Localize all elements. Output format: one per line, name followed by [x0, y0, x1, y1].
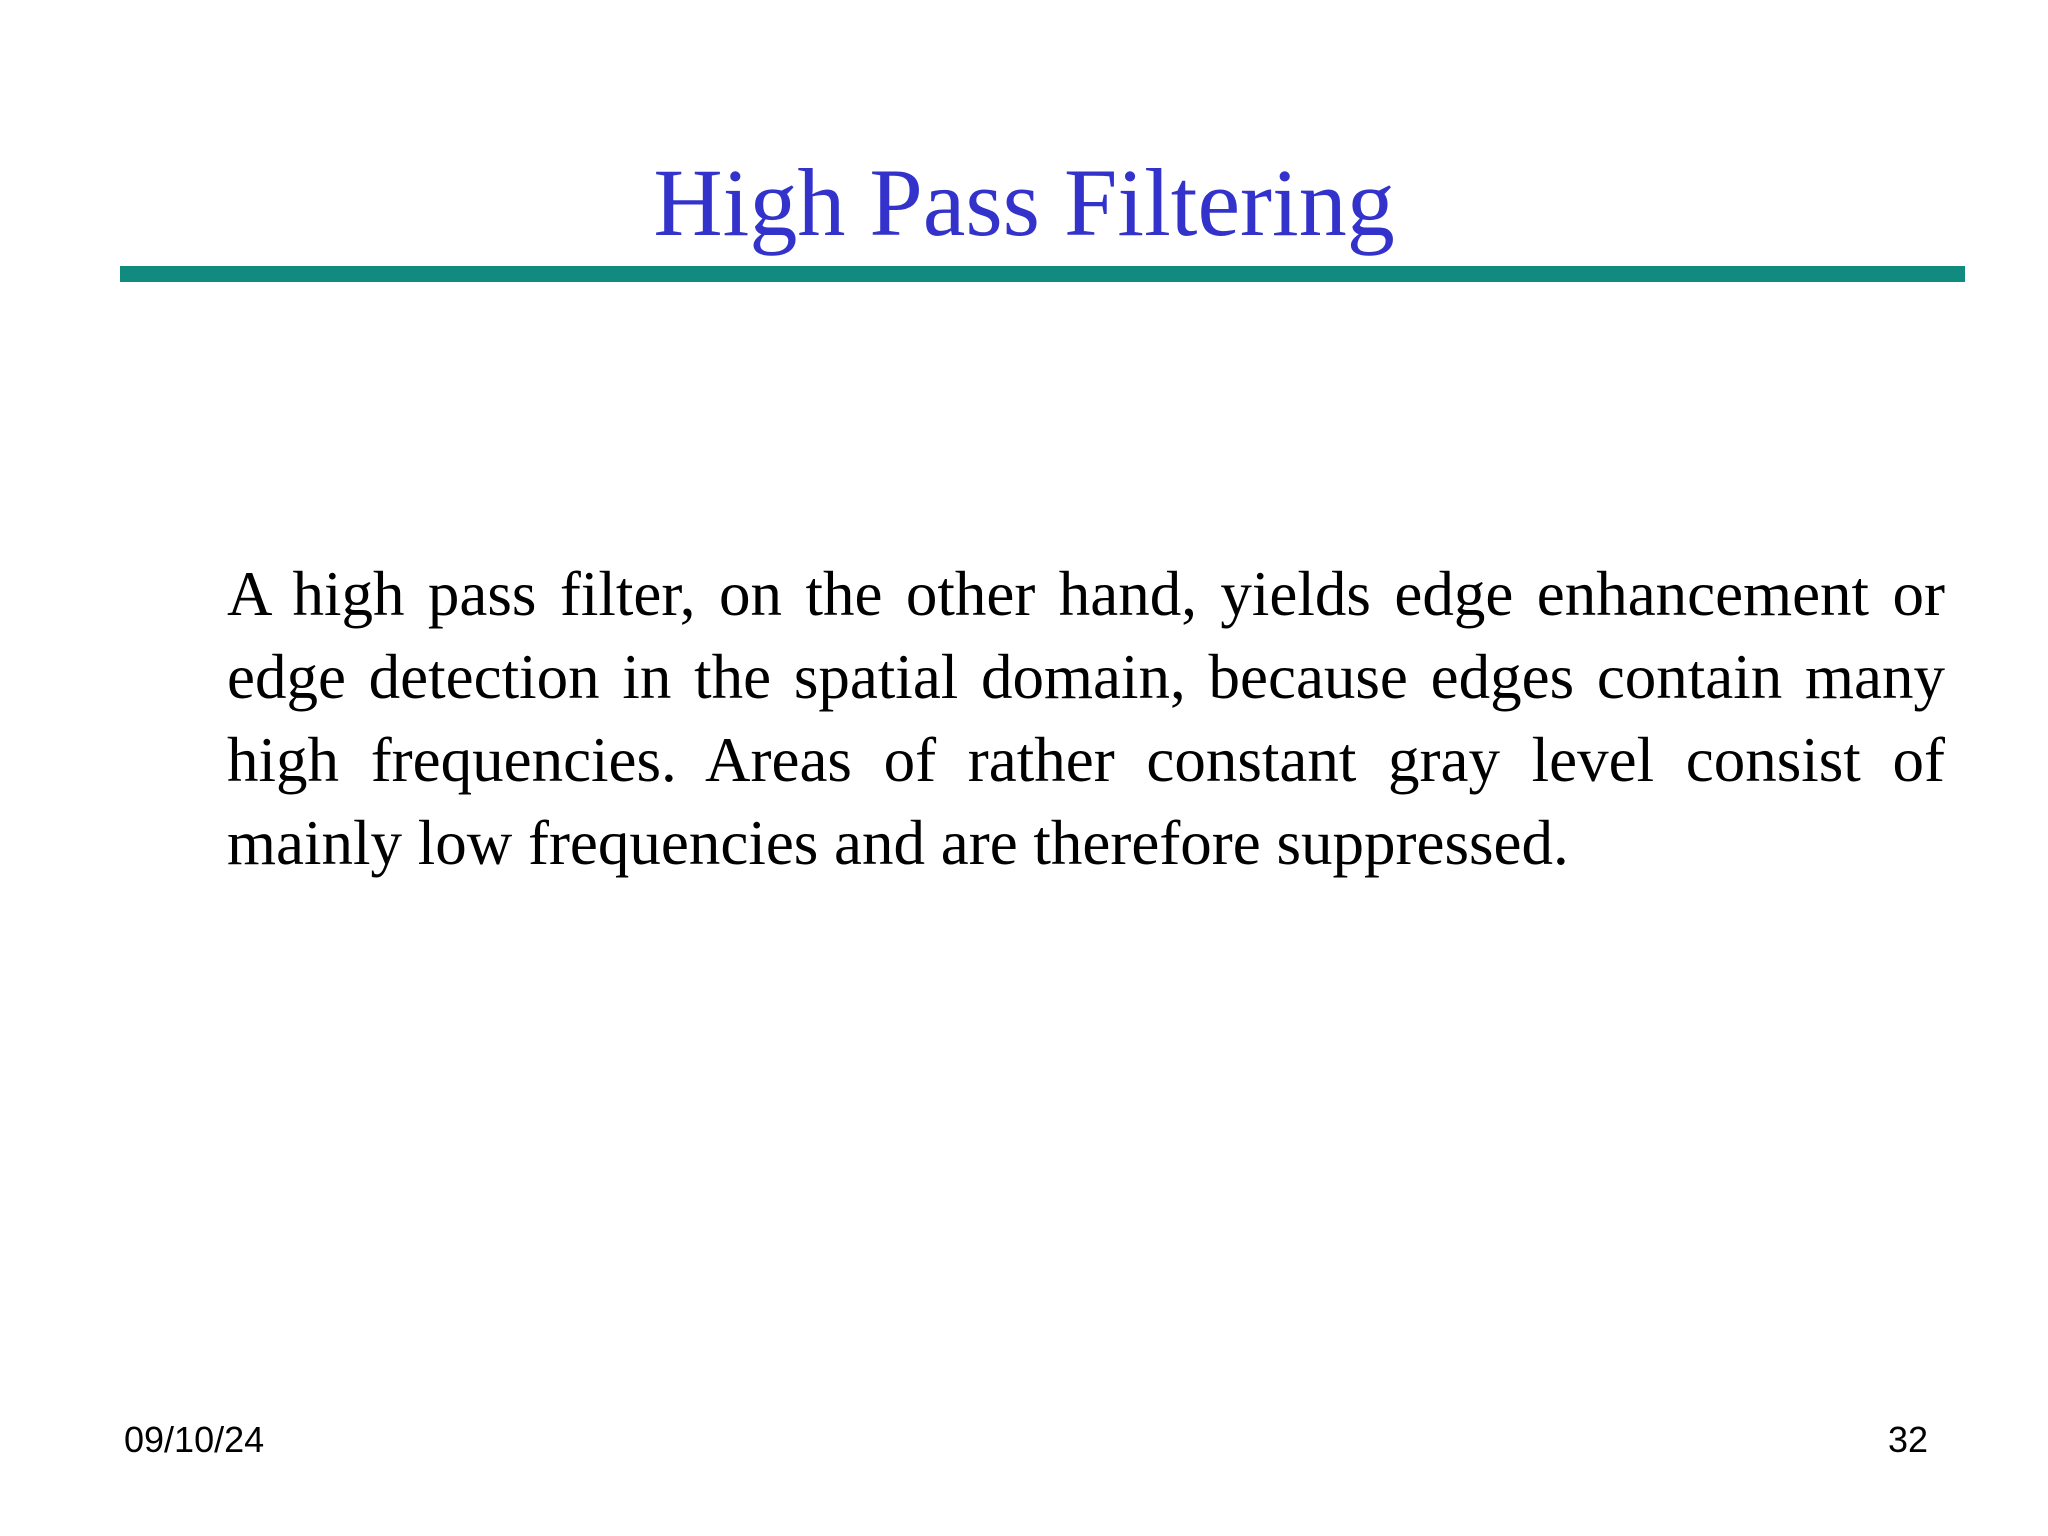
slide-title: High Pass Filtering: [653, 149, 1395, 256]
slide-body-text: A high pass filter, on the other hand, yields edge enhancement or edge detection in the spatial domain, because edges contain many high frequencies. Areas of rather constant gray level consist of mainly low frequencies and are therefore suppressed.: [227, 559, 1945, 878]
footer-date: 09/10/24: [124, 1419, 265, 1460]
title-divider: [120, 266, 1965, 282]
slide-number: 32: [1887, 1419, 1928, 1460]
